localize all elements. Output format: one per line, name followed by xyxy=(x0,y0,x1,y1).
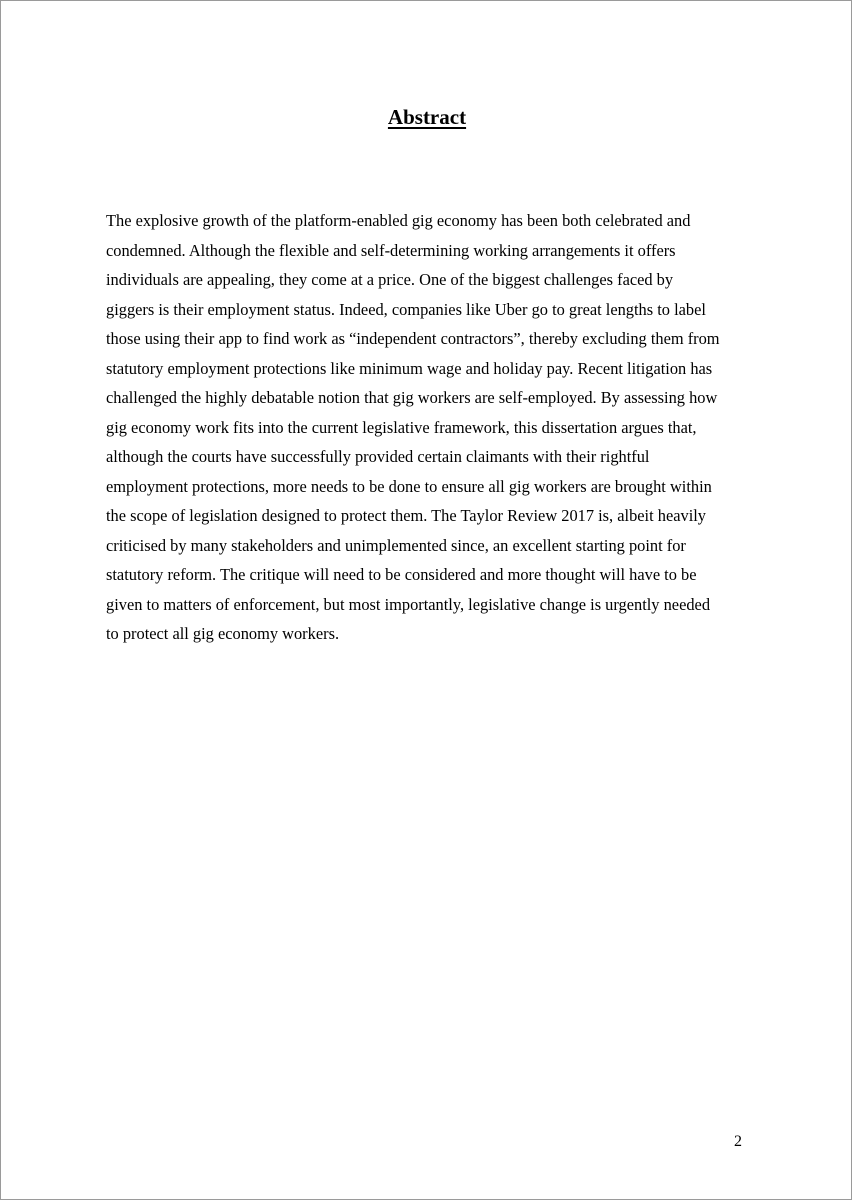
abstract-line: the scope of legislation designed to protect them. The Taylor Review 2017 is, albeit heavily xyxy=(106,506,707,525)
abstract-line: condemned. Although the flexible and self-determining working arrangements it offers xyxy=(106,240,676,260)
abstract-line: statutory employment protections like minimum wage and holiday pay. Recent litigation has xyxy=(106,358,713,378)
abstract-heading xyxy=(1,105,852,130)
abstract-line: to protect all gig economy workers. xyxy=(106,624,340,643)
abstract-heading-text: Abstract xyxy=(387,105,467,129)
abstract-line: The explosive growth of the platform-enabled gig economy has been both celebrated and xyxy=(106,211,691,230)
abstract-line: those using their app to find work as “independent contractors”, thereby excluding them from xyxy=(106,329,720,348)
abstract-line: gig economy work fits into the current legislative framework, this dissertation argues that, xyxy=(106,417,697,437)
abstract-line: criticised by many stakeholders and unimplemented since, an excellent starting point for xyxy=(106,535,686,555)
abstract-paragraph xyxy=(106,206,756,649)
page-number: 2 xyxy=(734,1133,742,1150)
abstract-line: given to matters of enforcement, but most importantly, legislative change is urgently needed xyxy=(106,594,711,614)
abstract-line: statutory reform. The critique will need to be considered and more thought will have to be xyxy=(106,565,697,584)
abstract-line: individuals are appealing, they come at a price. One of the biggest challenges faced by xyxy=(106,270,674,289)
abstract-line: giggers is their employment status. Indeed, companies like Uber go to great lengths to label xyxy=(106,299,706,319)
abstract-line: challenged the highly debatable notion that gig workers are self-employed. By assessing how xyxy=(106,388,718,407)
abstract-line: although the courts have successfully provided certain claimants with their rightful xyxy=(106,447,650,466)
abstract-line: employment protections, more needs to be done to ensure all gig workers are brought within xyxy=(106,476,712,496)
